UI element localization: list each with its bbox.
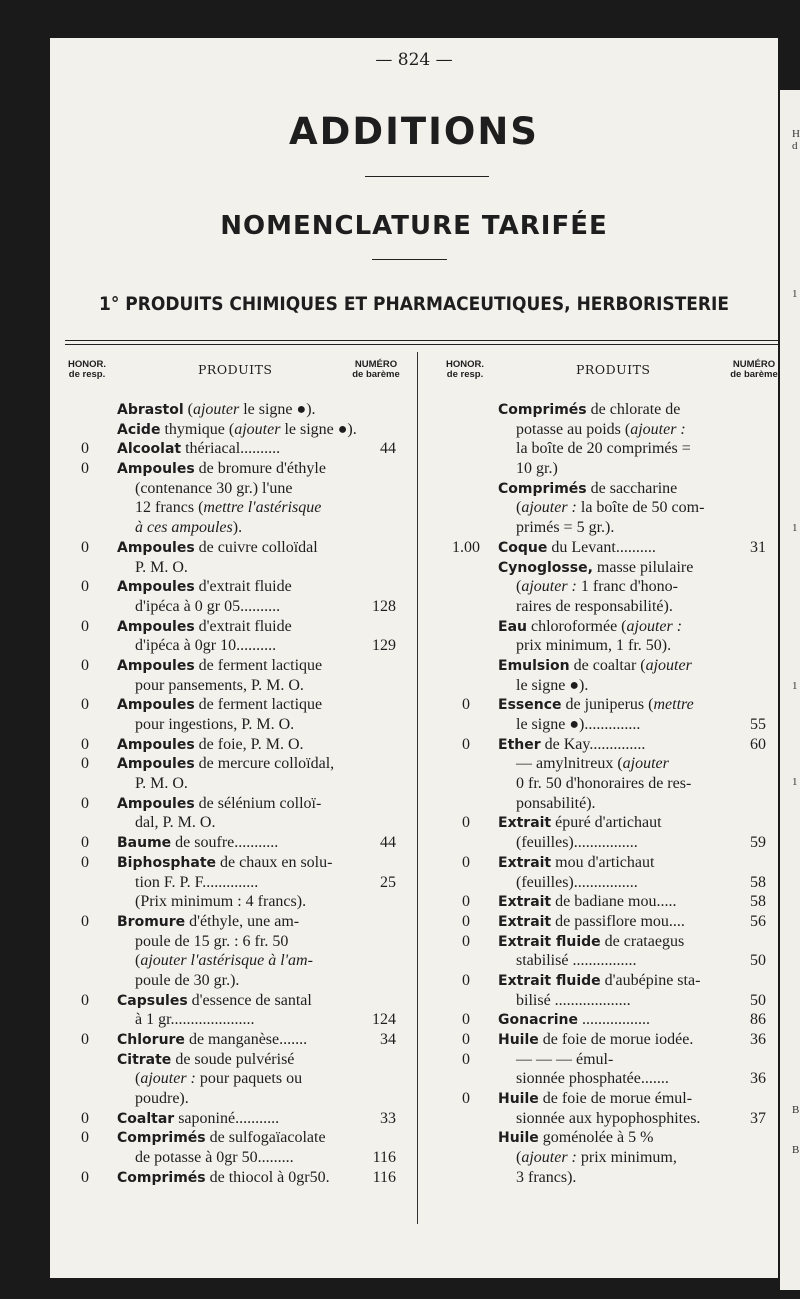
honoraire-value: 0 bbox=[81, 656, 89, 674]
product-text: poule de 30 gr.). bbox=[135, 971, 240, 989]
product-text: Capsules d'essence de santal bbox=[117, 991, 312, 1009]
product-text: Chlorure de manganèse....... bbox=[117, 1031, 308, 1048]
honoraire-value: 0 bbox=[81, 991, 89, 1009]
product-text: Gonacrine ................. bbox=[498, 1011, 650, 1029]
right-table-row bbox=[50, 597, 778, 617]
bareme-number: 60 bbox=[750, 735, 766, 753]
page-number: — 824 — bbox=[375, 50, 453, 70]
bareme-number: 56 bbox=[750, 912, 766, 930]
product-text: prix minimum, 1 fr. 50). bbox=[516, 637, 672, 655]
honoraire-value: 0 bbox=[462, 1090, 470, 1108]
edge-mark: H bbox=[792, 128, 800, 140]
right-table-row bbox=[50, 617, 778, 637]
right-table-row bbox=[50, 912, 778, 932]
right-table-row bbox=[50, 991, 778, 1011]
honoraire-value: 0 bbox=[462, 971, 470, 989]
product-text: Huile goménolée à 5 % bbox=[498, 1129, 654, 1147]
product-text: — amylnitreux (ajouter bbox=[516, 755, 669, 773]
product-text: poule de 15 gr. : 6 fr. 50 bbox=[135, 932, 289, 950]
product-text: d'ipéca à 0 gr 05.......... bbox=[135, 597, 281, 615]
product-text: Coque du Levant.......... bbox=[498, 538, 656, 556]
right-table-row bbox=[50, 420, 778, 440]
product-text: Cynoglosse, masse pilulaire bbox=[498, 558, 694, 576]
honoraire-value: 0 bbox=[81, 912, 89, 930]
edge-mark: B bbox=[792, 1104, 800, 1116]
right-table-row bbox=[50, 459, 778, 479]
honoraire-value: 0 bbox=[462, 912, 470, 930]
header-honor-right: HONOR. de resp. bbox=[446, 359, 484, 380]
honoraire-value: 0 bbox=[81, 1109, 89, 1127]
bareme-number: 124 bbox=[372, 1011, 396, 1029]
honoraire-value: 0 bbox=[462, 735, 470, 753]
edge-mark: 1 bbox=[792, 776, 798, 788]
bareme-number: 36 bbox=[750, 1031, 766, 1048]
right-table-row bbox=[50, 538, 778, 558]
honoraire-value: 0 bbox=[462, 932, 470, 950]
right-table-row bbox=[50, 971, 778, 991]
product-text: (Prix minimum : 4 francs). bbox=[135, 893, 307, 911]
honoraire-value: 0 bbox=[81, 755, 89, 773]
product-text: Ampoules de cuivre colloïdal bbox=[117, 538, 318, 556]
bareme-number: 34 bbox=[380, 1031, 396, 1048]
right-table-row bbox=[50, 1069, 778, 1089]
honoraire-value: 0 bbox=[81, 460, 89, 478]
right-table-row bbox=[50, 676, 778, 696]
honoraire-value: 0 bbox=[81, 440, 89, 458]
bareme-number: 50 bbox=[750, 991, 766, 1009]
product-text: 3 francs). bbox=[516, 1168, 577, 1186]
right-table-row bbox=[50, 479, 778, 499]
product-text: Comprimés de saccharine bbox=[498, 479, 678, 497]
product-text: Eau chloroformée (ajouter : bbox=[498, 617, 683, 635]
header-numero-right: NUMÉRO de barème bbox=[730, 359, 778, 380]
product-text: Ampoules d'extrait fluide bbox=[117, 617, 292, 635]
product-text: Ampoules de ferment lactique bbox=[117, 696, 323, 714]
honoraire-value: 0 bbox=[81, 538, 89, 556]
honoraire-value: 0 bbox=[81, 735, 89, 753]
header-numero-left: NUMÉRO de barème bbox=[352, 359, 400, 380]
product-text: ponsabilité). bbox=[516, 794, 596, 812]
right-table-row bbox=[50, 853, 778, 873]
page-title: ADDITIONS bbox=[289, 110, 539, 153]
honoraire-value: 0 bbox=[81, 853, 89, 871]
honoraire-value: 0 bbox=[462, 893, 470, 911]
bareme-number: 58 bbox=[750, 873, 766, 891]
bareme-number: 128 bbox=[372, 597, 396, 615]
right-table-row bbox=[50, 636, 778, 656]
table-top-rule bbox=[65, 340, 778, 341]
product-text: primés = 5 gr.). bbox=[516, 519, 615, 537]
product-text: Essence de juniperus (mettre bbox=[498, 696, 694, 714]
bareme-number: 44 bbox=[380, 834, 396, 852]
edge-mark: 1 bbox=[792, 680, 798, 692]
edge-mark: B bbox=[792, 1144, 800, 1156]
product-text: Biphosphate de chaux en solu- bbox=[117, 853, 333, 871]
product-text: Ampoules de bromure d'éthyle bbox=[117, 460, 326, 478]
product-text: Huile de foie de morue iodée. bbox=[498, 1031, 694, 1048]
product-text: stabilisé ................ bbox=[516, 952, 637, 970]
product-text: P. M. O. bbox=[135, 558, 188, 576]
bareme-number: 31 bbox=[750, 538, 766, 556]
product-text: Alcoolat thériacal.......... bbox=[117, 440, 281, 458]
honoraire-value: 0 bbox=[81, 834, 89, 852]
bareme-number: 116 bbox=[372, 1149, 396, 1167]
right-table-row bbox=[50, 558, 778, 578]
product-text: potasse au poids (ajouter : bbox=[516, 420, 686, 438]
product-text: Comprimés de chlorate de bbox=[498, 401, 681, 418]
section-number: 1° bbox=[99, 294, 120, 315]
product-text: Extrait de badiane mou..... bbox=[498, 893, 677, 911]
product-text: Emulsion de coaltar (ajouter bbox=[498, 656, 692, 674]
product-text: Ampoules de foie, P. M. O. bbox=[117, 735, 304, 753]
product-text: Extrait fluide d'aubépine sta- bbox=[498, 971, 701, 989]
product-text: Comprimés de thiocol à 0gr50. bbox=[117, 1168, 330, 1186]
honoraire-value: 0 bbox=[81, 1168, 89, 1186]
right-table-row bbox=[50, 1168, 778, 1188]
bareme-number: 36 bbox=[750, 1070, 766, 1088]
right-table-row bbox=[50, 695, 778, 715]
right-table-row bbox=[50, 813, 778, 833]
honoraire-value: 0 bbox=[81, 794, 89, 812]
right-table-row bbox=[50, 400, 778, 420]
right-table-row bbox=[50, 498, 778, 518]
product-text: Ampoules de ferment lactique bbox=[117, 656, 323, 674]
right-table-row bbox=[50, 1089, 778, 1109]
product-text: à ces ampoules). bbox=[135, 519, 243, 537]
right-table-row bbox=[50, 932, 778, 952]
header-honor-left: HONOR. de resp. bbox=[68, 359, 106, 380]
right-table-row bbox=[50, 715, 778, 735]
product-text: sionnée phosphatée....... bbox=[516, 1070, 669, 1088]
honoraire-value: 0 bbox=[81, 1129, 89, 1147]
right-table-row bbox=[50, 1109, 778, 1129]
product-text: Extrait épuré d'artichaut bbox=[498, 814, 662, 832]
product-text: le signe ●).............. bbox=[516, 716, 641, 733]
product-text: (feuilles)................ bbox=[516, 873, 638, 891]
bareme-number: 129 bbox=[372, 637, 396, 655]
right-table-row bbox=[50, 518, 778, 538]
right-table-row bbox=[50, 794, 778, 814]
bareme-number: 86 bbox=[750, 1011, 766, 1029]
bareme-number: 25 bbox=[380, 873, 396, 891]
product-text: Extrait mou d'artichaut bbox=[498, 853, 655, 871]
right-table-row bbox=[50, 656, 778, 676]
product-text: de potasse à 0gr 50......... bbox=[135, 1149, 294, 1167]
right-table-row bbox=[50, 833, 778, 853]
bareme-number: 33 bbox=[380, 1109, 396, 1127]
section-title: PRODUITS CHIMIQUES ET PHARMACEUTIQUES, HERBORISTERIE bbox=[125, 294, 729, 315]
bareme-number: 37 bbox=[750, 1109, 766, 1127]
product-text: Ampoules d'extrait fluide bbox=[117, 578, 292, 596]
table-top-rule-2 bbox=[65, 344, 778, 345]
right-column bbox=[50, 400, 778, 1188]
product-text: sionnée aux hypophosphites. bbox=[516, 1109, 701, 1127]
edge-mark: d bbox=[792, 140, 798, 152]
product-text: pour pansements, P. M. O. bbox=[135, 676, 304, 694]
product-text: Extrait de passiflore mou.... bbox=[498, 912, 685, 930]
honoraire-value: 0 bbox=[462, 1011, 470, 1029]
bareme-number: 44 bbox=[380, 440, 396, 458]
right-table-row bbox=[50, 873, 778, 893]
bareme-number: 58 bbox=[750, 893, 766, 911]
product-text: Ether de Kay.............. bbox=[498, 735, 646, 753]
product-text: (ajouter : la boîte de 50 com- bbox=[516, 499, 705, 517]
right-table-row bbox=[50, 892, 778, 912]
honoraire-value: 0 bbox=[462, 853, 470, 871]
product-text: Extrait fluide de crataegus bbox=[498, 932, 685, 950]
product-text: (ajouter : 1 franc d'hono- bbox=[516, 578, 678, 596]
bareme-number: 59 bbox=[750, 834, 766, 852]
product-text: (contenance 30 gr.) l'une bbox=[135, 479, 293, 497]
product-text: poudre). bbox=[135, 1090, 189, 1108]
edge-mark: 1 bbox=[792, 288, 798, 300]
product-text: (feuilles)................ bbox=[516, 834, 638, 852]
subtitle-rule bbox=[372, 259, 447, 260]
product-text: la boîte de 20 comprimés = bbox=[516, 440, 691, 458]
section-heading bbox=[79, 294, 749, 315]
product-text: le signe ●). bbox=[516, 676, 589, 694]
title-rule bbox=[365, 176, 489, 177]
honoraire-value: 0 bbox=[462, 1050, 470, 1068]
bareme-number: 55 bbox=[750, 716, 766, 733]
right-table-row bbox=[50, 774, 778, 794]
document-page bbox=[50, 38, 778, 1278]
right-table-row bbox=[50, 754, 778, 774]
product-text: Comprimés de sulfogaïacolate bbox=[117, 1129, 326, 1147]
honoraire-value: 1.00 bbox=[452, 538, 480, 556]
right-table-row bbox=[50, 735, 778, 755]
honoraire-value: 0 bbox=[462, 696, 470, 714]
product-text: bilisé ................... bbox=[516, 991, 631, 1009]
bareme-number: 50 bbox=[750, 952, 766, 970]
bareme-number: 116 bbox=[372, 1168, 396, 1186]
product-text: Acide thymique (ajouter le signe ●). bbox=[117, 420, 357, 438]
right-table-row bbox=[50, 1148, 778, 1168]
product-text: 10 gr.) bbox=[516, 460, 558, 478]
product-text: (ajouter : pour paquets ou bbox=[135, 1070, 303, 1088]
product-text: Abrastol (ajouter le signe ●). bbox=[117, 401, 316, 418]
honoraire-value: 0 bbox=[81, 696, 89, 714]
page-subtitle: NOMENCLATURE TARIFÉE bbox=[220, 211, 608, 241]
header-produits-left: PRODUITS bbox=[198, 362, 273, 377]
product-text: Huile de foie de morue émul- bbox=[498, 1090, 693, 1108]
product-text: Bromure d'éthyle, une am- bbox=[117, 912, 300, 930]
product-text: dal, P. M. O. bbox=[135, 814, 216, 832]
right-table-row bbox=[50, 1128, 778, 1148]
product-text: P. M. O. bbox=[135, 775, 188, 793]
product-text: Ampoules de mercure colloïdal, bbox=[117, 755, 335, 773]
product-text: (ajouter : prix minimum, bbox=[516, 1149, 677, 1167]
product-text: — — — émul- bbox=[516, 1050, 614, 1068]
product-text: Coaltar saponiné........... bbox=[117, 1109, 280, 1127]
honoraire-value: 0 bbox=[462, 1031, 470, 1048]
product-text: raires de responsabilité). bbox=[516, 597, 673, 615]
product-text: Baume de soufre........... bbox=[117, 834, 279, 852]
right-table-row bbox=[50, 1030, 778, 1050]
product-text: d'ipéca à 0gr 10.......... bbox=[135, 637, 277, 655]
product-text: Citrate de soude pulvérisé bbox=[117, 1050, 295, 1068]
product-text: 12 francs (mettre l'astérisque bbox=[135, 499, 322, 517]
honoraire-value: 0 bbox=[81, 578, 89, 596]
honoraire-value: 0 bbox=[81, 617, 89, 635]
right-table-row bbox=[50, 1050, 778, 1070]
product-text: pour ingestions, P. M. O. bbox=[135, 716, 295, 733]
product-text: à 1 gr..................... bbox=[135, 1011, 255, 1029]
product-text: (ajouter l'astérisque à l'am- bbox=[135, 952, 313, 970]
product-text: 0 fr. 50 d'honoraires de res- bbox=[516, 775, 692, 793]
honoraire-value: 0 bbox=[462, 814, 470, 832]
right-table-row bbox=[50, 439, 778, 459]
right-table-row bbox=[50, 577, 778, 597]
right-table-row bbox=[50, 951, 778, 971]
product-text: Ampoules de sélénium colloï- bbox=[117, 794, 322, 812]
edge-mark: 1 bbox=[792, 522, 798, 534]
product-text: tion F. P. F.............. bbox=[135, 873, 259, 891]
header-produits-right: PRODUITS bbox=[576, 362, 651, 377]
adjacent-page-edge bbox=[780, 90, 800, 1290]
honoraire-value: 0 bbox=[81, 1031, 89, 1048]
right-table-row bbox=[50, 1010, 778, 1030]
